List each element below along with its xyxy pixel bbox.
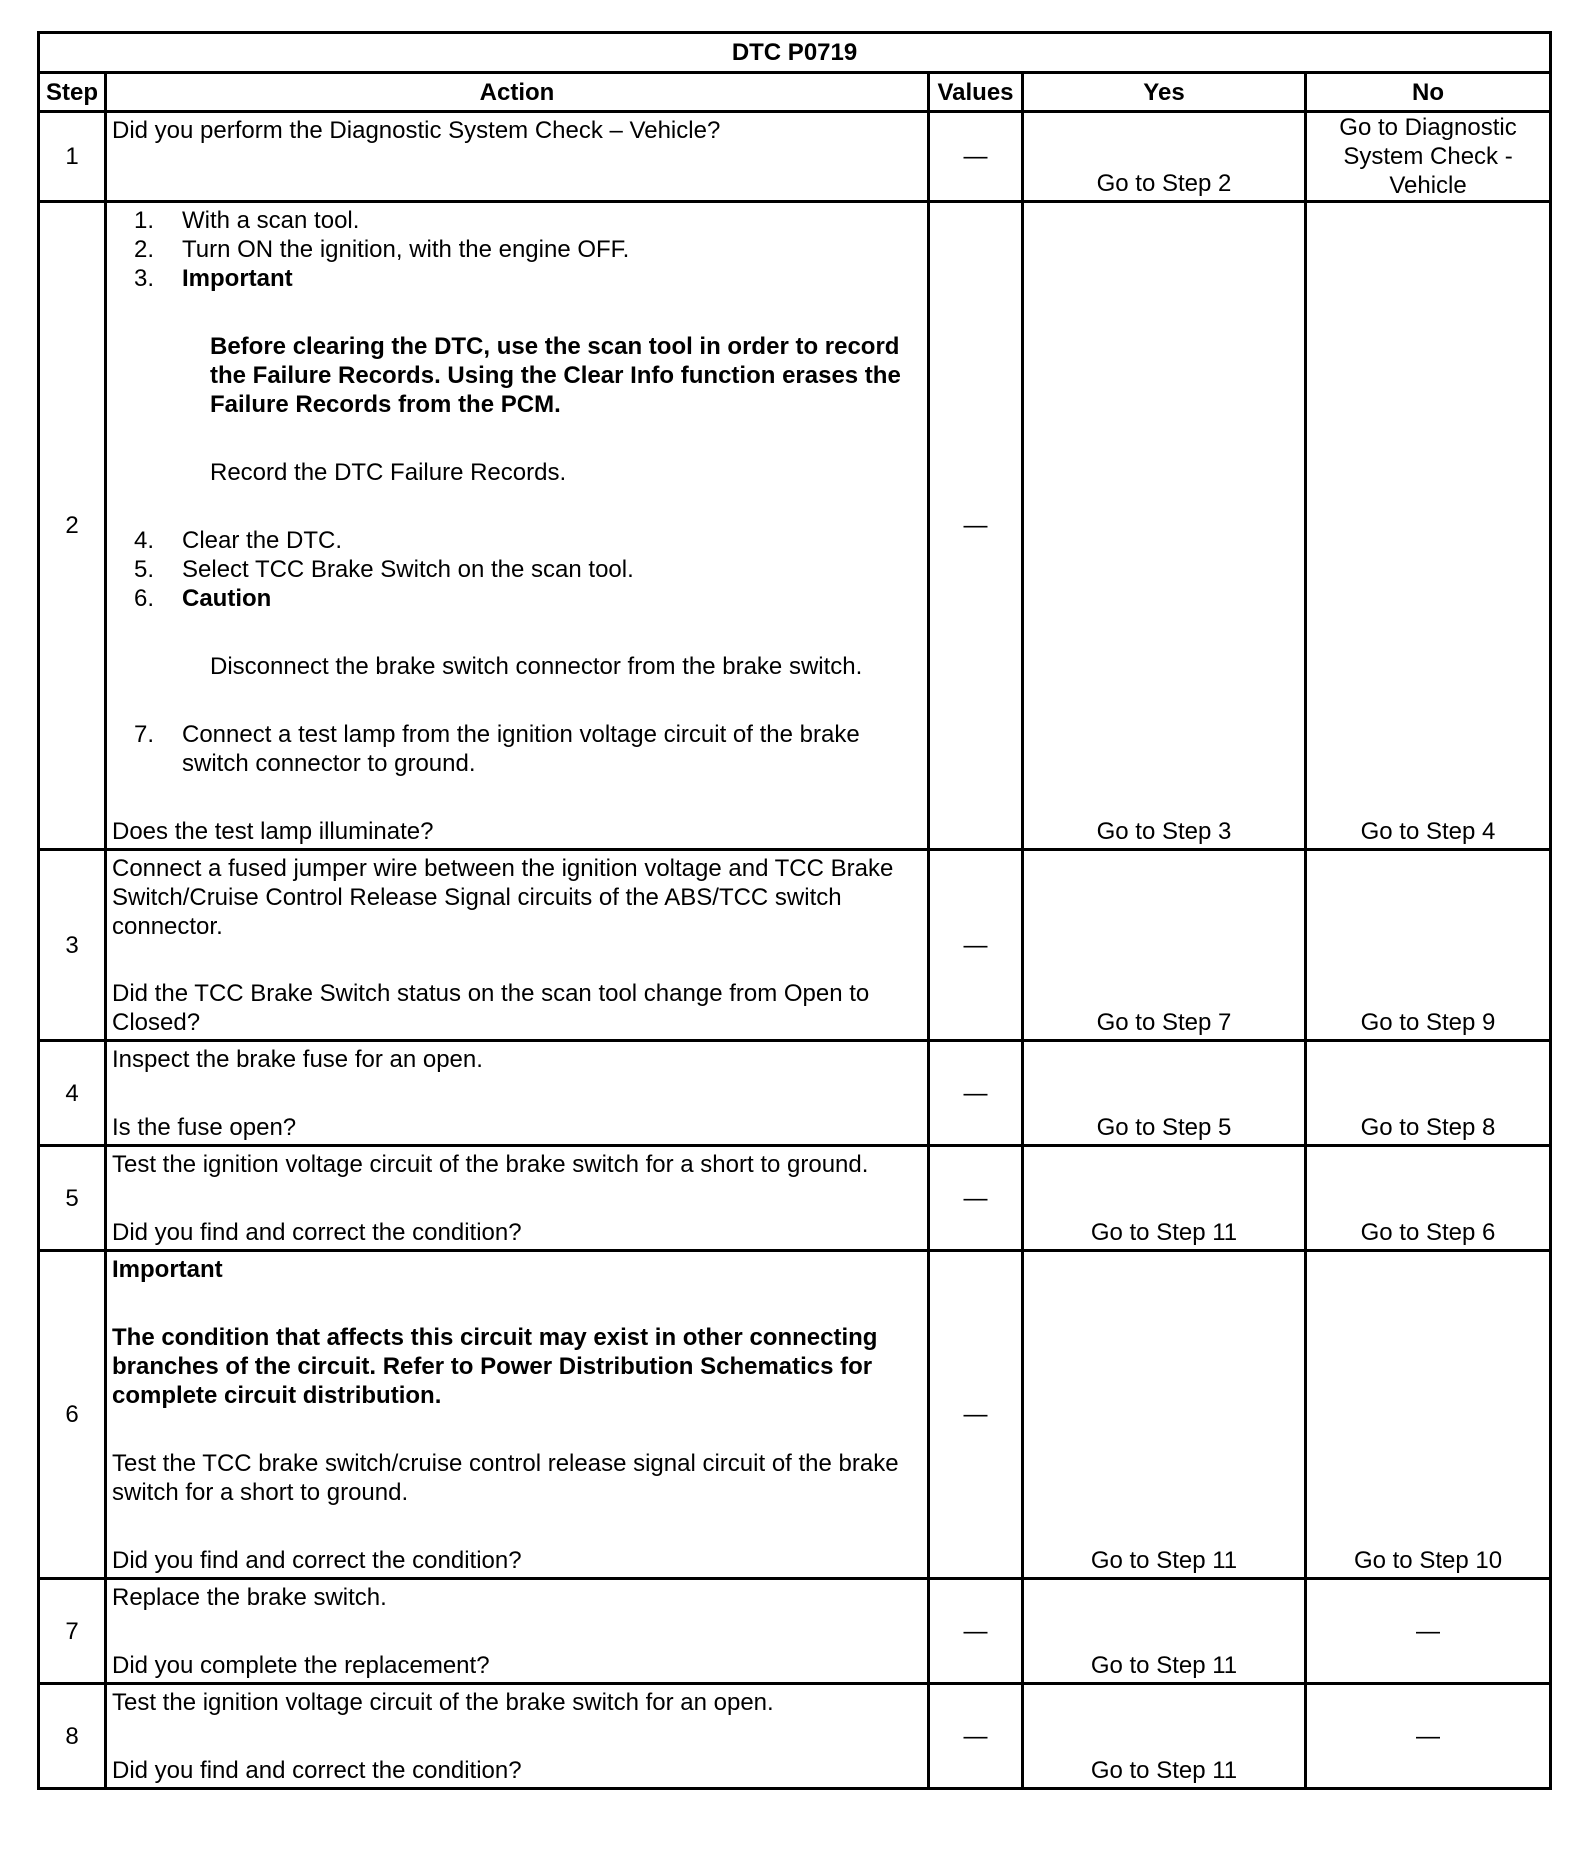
step-number: 4 [39, 1041, 106, 1146]
table-row [39, 1146, 1551, 1251]
list-item: 4. Clear the DTC. [133, 527, 343, 554]
action-text: Test the TCC brake switch/cruise control release signal circuit of the brake switch for a short to ground. [112, 1450, 899, 1506]
list-item: 6. Caution [133, 585, 272, 612]
step-number: 7 [39, 1579, 106, 1684]
table-row [39, 202, 1551, 850]
action-question: Did you complete the replacement? [112, 1652, 490, 1679]
header-action: Action [106, 73, 929, 112]
action-cell [106, 1684, 929, 1789]
table-row [39, 112, 1551, 202]
no-cell: — [1306, 1684, 1551, 1789]
action-question: Is the fuse open? [112, 1114, 297, 1141]
values-cell: — [929, 112, 1023, 202]
header-values: Values [929, 73, 1023, 112]
no-cell: Go to Step 10 [1306, 1251, 1551, 1579]
action-question: Did you find and correct the condition? [112, 1219, 522, 1246]
important-note: The condition that affects this circuit may exist in other connecting branches of the circuit. Refer to Power Distribution Schematics for complete circuit distribution. [112, 1324, 878, 1409]
action-text: Connect a fused jumper wire between the ignition voltage and TCC Brake Switch/Cruise Control Release Signal circuits of the ABS/TCC switch connector. [112, 855, 894, 940]
list-item: 7. Connect a test lamp from the ignition voltage circuit of the brake switch connector to ground. [133, 721, 860, 777]
values-cell: — [929, 1146, 1023, 1251]
action-text: Did you perform the Diagnostic System Check – Vehicle? [112, 117, 721, 144]
list-item: 1. With a scan tool. [133, 207, 360, 234]
yes-cell: Go to Step 11 [1023, 1579, 1306, 1684]
action-text: Test the ignition voltage circuit of the brake switch for an open. [112, 1689, 774, 1716]
list-item: 5. Select TCC Brake Switch on the scan tool. [133, 556, 634, 583]
table-row [39, 1251, 1551, 1579]
action-question: Did you find and correct the condition? [112, 1547, 522, 1574]
yes-cell: Go to Step 11 [1023, 1251, 1306, 1579]
dtc-table [37, 31, 1552, 1790]
yes-cell: Go to Step 7 [1023, 850, 1306, 1041]
step-number: 3 [39, 850, 106, 1041]
no-cell: Go to Step 6 [1306, 1146, 1551, 1251]
action-cell [106, 1146, 929, 1251]
table-row [39, 1579, 1551, 1684]
yes-cell: Go to Step 11 [1023, 1146, 1306, 1251]
step-number: 6 [39, 1251, 106, 1579]
header-step: Step [39, 73, 106, 112]
no-cell [1306, 112, 1551, 202]
action-cell [106, 112, 929, 202]
action-question: Did the TCC Brake Switch status on the scan tool change from Open to Closed? [112, 980, 870, 1036]
step-number: 8 [39, 1684, 106, 1789]
values-cell: — [929, 202, 1023, 850]
yes-cell: Go to Step 2 [1023, 112, 1306, 202]
header-row [39, 73, 1551, 112]
action-cell [106, 1251, 929, 1579]
no-cell: Go to Step 8 [1306, 1041, 1551, 1146]
table-title: DTC P0719 [39, 33, 1551, 73]
action-text: Test the ignition voltage circuit of the brake switch for a short to ground. [112, 1151, 869, 1178]
yes-cell: Go to Step 11 [1023, 1684, 1306, 1789]
caution-text: Disconnect the brake switch connector from the brake switch. [210, 653, 863, 680]
no-cell: Go to Step 9 [1306, 850, 1551, 1041]
action-cell [106, 1579, 929, 1684]
important-label: Important [112, 1256, 223, 1283]
action-cell [106, 850, 929, 1041]
important-note: Before clearing the DTC, use the scan tool in order to record the Failure Records. Using the Clear Info function erases the Failure Records from the PCM. [210, 333, 901, 418]
action-text: Inspect the brake fuse for an open. [112, 1046, 483, 1073]
list-item: 3. Important [133, 265, 293, 292]
yes-cell: Go to Step 5 [1023, 1041, 1306, 1146]
header-no: No [1306, 73, 1551, 112]
yes-cell: Go to Step 3 [1023, 202, 1306, 850]
no-cell: — [1306, 1579, 1551, 1684]
step-number: 2 [39, 202, 106, 850]
no-cell: Go to Step 4 [1306, 202, 1551, 850]
action-cell [106, 1041, 929, 1146]
values-cell: — [929, 850, 1023, 1041]
action-cell [106, 202, 929, 850]
step-number: 1 [39, 112, 106, 202]
no-text: Go to Diagnostic System Check - Vehicle [1339, 114, 1517, 199]
values-cell: — [929, 1684, 1023, 1789]
values-cell: — [929, 1041, 1023, 1146]
record-text: Record the DTC Failure Records. [210, 459, 567, 486]
header-yes: Yes [1023, 73, 1306, 112]
table-row [39, 1684, 1551, 1789]
step-number: 5 [39, 1146, 106, 1251]
table-row [39, 850, 1551, 1041]
values-cell: — [929, 1251, 1023, 1579]
action-text: Replace the brake switch. [112, 1584, 387, 1611]
action-question: Did you find and correct the condition? [112, 1757, 522, 1784]
values-cell: — [929, 1579, 1023, 1684]
table-row [39, 1041, 1551, 1146]
list-item: 2. Turn ON the ignition, with the engine OFF. [133, 236, 630, 263]
action-question: Does the test lamp illuminate? [112, 818, 434, 845]
